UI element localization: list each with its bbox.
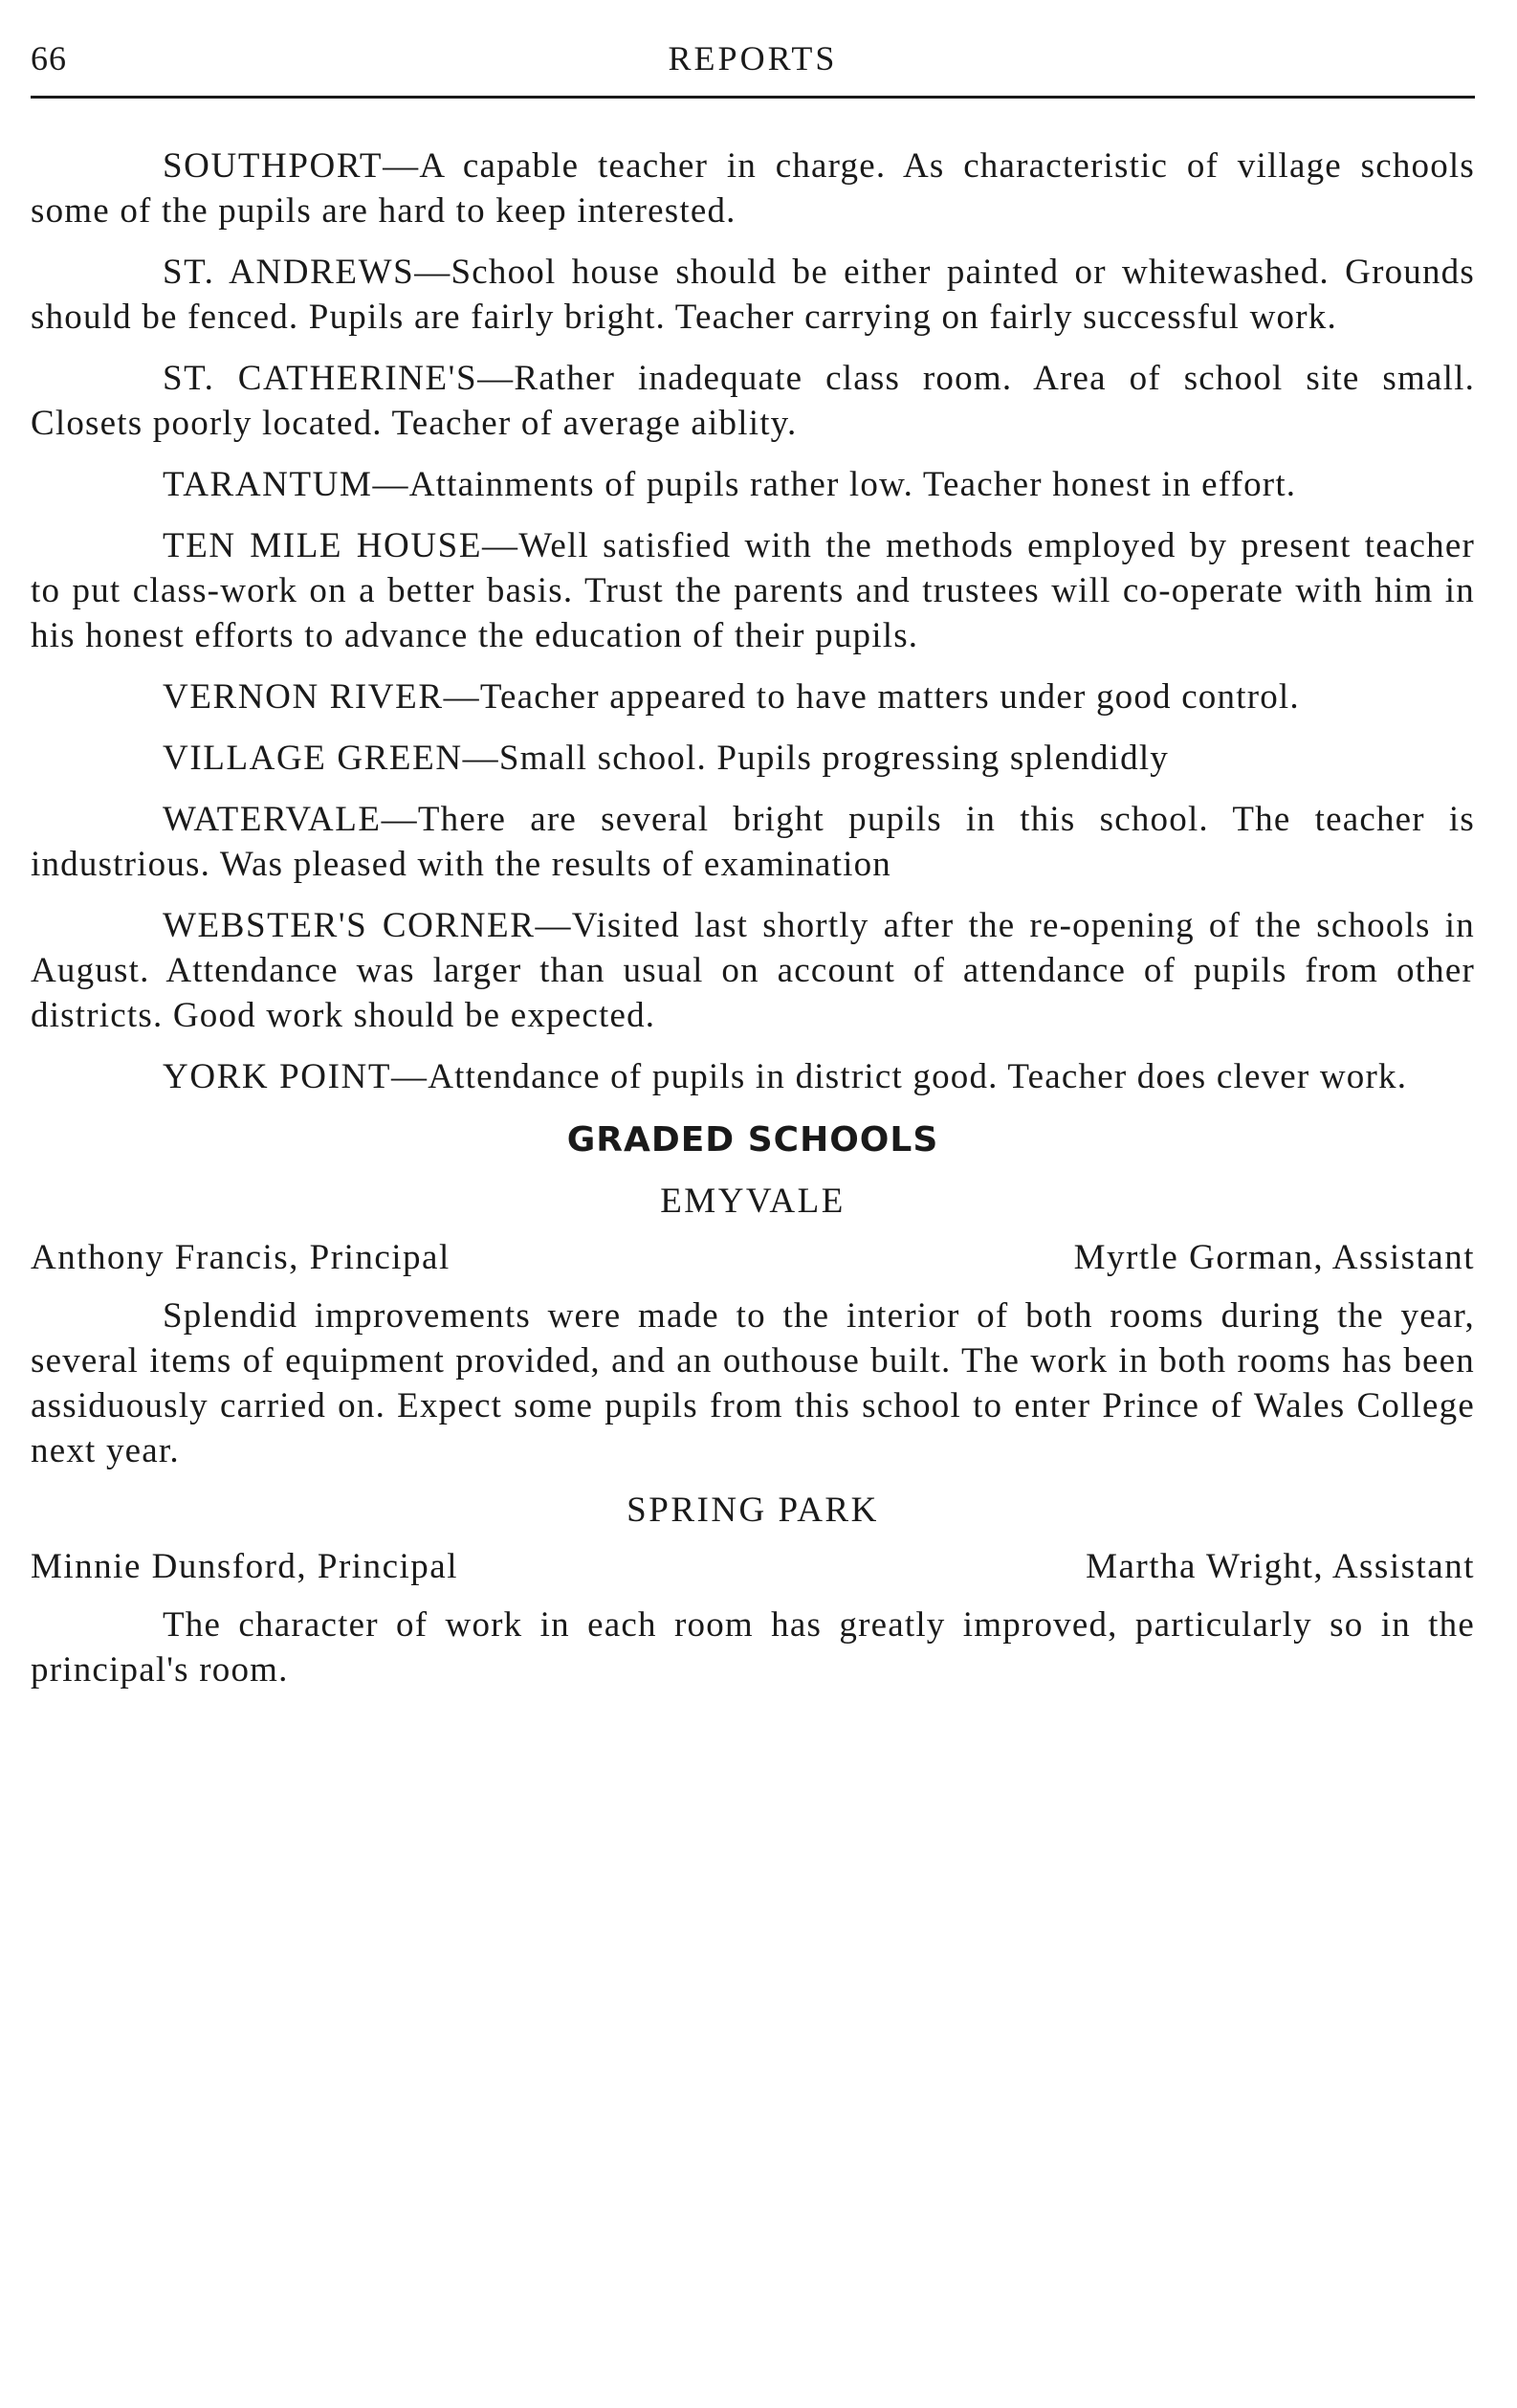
entry-place: SOUTHPORT: [163, 146, 384, 186]
entry-text: Well satisfied with the methods employed by present teacher to put class-work on a better basis. Trust the parents and trustees will co-operate with him in his honest efforts to advance the education of their pupils.: [31, 526, 1475, 655]
report-body: [31, 144, 1475, 1706]
staff-line: [31, 1544, 1475, 1589]
report-entry-village-green: VILLAGE GREEN—Small school. Pupils progressing splendidly: [163, 739, 1170, 778]
principal-name: Anthony Francis, Principal: [31, 1238, 451, 1277]
entry-place: WEBSTER'S CORNER: [163, 906, 536, 945]
school-report-text: Splendid improvements were made to the interior of both rooms during the year, several items of equipment provided, and an outhouse built. The work in both rooms has been assiduously carried on. Expect some pupils from this school to enter Prince of Wales College next year.: [31, 1296, 1475, 1470]
school-name: SPRING PARK: [627, 1491, 879, 1530]
principal-name: Minnie Dunsford, Principal: [31, 1547, 458, 1586]
entry-place: VERNON RIVER: [163, 677, 444, 717]
entry-place: YORK POINT: [163, 1057, 392, 1096]
entry-text: Attainments of pupils rather low. Teacher honest in effort.: [408, 465, 1297, 504]
report-entry-ten-mile-house: TEN MILE HOUSE—Well satisfied with the methods employed by present teacher to put class-work on a better basis. Trust the parents and trustees will co-operate with him in his honest efforts to advance the education of their pupils.: [31, 526, 1475, 655]
page-number: 66: [31, 39, 67, 77]
entry-text: School house should be either painted or whitewashed. Grounds should be fenced. Pupils are fairly bright. Teacher carrying on fairly successful work.: [31, 253, 1475, 337]
entry-place: TEN MILE HOUSE: [163, 526, 483, 565]
report-entry-york-point: YORK POINT—Attendance of pupils in district good. Teacher does clever work.: [163, 1057, 1408, 1096]
school-name: EMYVALE: [660, 1182, 846, 1221]
school-report-text: The character of work in each room has greatly improved, particularly so in the principal's room.: [31, 1605, 1475, 1690]
page-header: [31, 38, 1475, 96]
entry-text: Teacher appeared to have matters under good control.: [479, 677, 1300, 717]
entry-place: TARANTUM: [163, 465, 373, 504]
entry-place: VILLAGE GREEN: [163, 739, 463, 778]
report-entry-st-andrews: ST. ANDREWS—School house should be either painted or whitewashed. Grounds should be fenced. Pupils are fairly bright. Teacher carrying on fairly successful work.: [31, 253, 1475, 337]
section-heading: GRADED SCHOOLS: [566, 1120, 939, 1160]
entry-text: Small school. Pupils progressing splendidly: [498, 739, 1170, 778]
entry-place: ST. CATHERINE'S: [163, 359, 478, 398]
report-entry-st-catherines: ST. CATHERINE'S—Rather inadequate class room. Area of school site small. Closets poorly located. Teacher of average aiblity.: [31, 359, 1476, 443]
entry-text: Rather inadequate class room. Area of school site small. Closets poorly located. Teacher of average aiblity.: [31, 359, 1476, 443]
entry-text: Visited last shortly after the re-opening of the schools in August. Attendance was larger than usual on account of attendance of pupils from other districts. Good work should be expected.: [31, 906, 1475, 1035]
assistant-name: Martha Wright, Assistant: [1086, 1547, 1475, 1586]
entry-text: A capable teacher in charge. As characteristic of village schools some of the pupils are hard to keep interested.: [31, 146, 1475, 231]
entry-place: WATERVALE: [163, 800, 382, 839]
report-entry-tarantum: TARANTUM—Attainments of pupils rather low. Teacher honest in effort.: [163, 465, 1297, 504]
assistant-name: Myrtle Gorman, Assistant: [1073, 1238, 1475, 1277]
entry-text: Attendance of pupils in district good. Teacher does clever work.: [428, 1057, 1408, 1096]
staff-line: [31, 1235, 1475, 1280]
report-entry-vernon-river: VERNON RIVER—Teacher appeared to have matters under good control.: [163, 677, 1300, 717]
report-entry-watervale: WATERVALE—There are several bright pupils in this school. The teacher is industrious. Was pleased with the results of examination: [31, 800, 1475, 884]
running-head: REPORTS: [668, 39, 838, 77]
entry-text: There are several bright pupils in this school. The teacher is industrious. Was pleased with the results of examination: [31, 800, 1475, 884]
header-rule: [31, 96, 1475, 99]
entry-place: ST. ANDREWS: [163, 253, 415, 292]
report-entry-southport: SOUTHPORT—A capable teacher in charge. As characteristic of village schools some of the pupils are hard to keep interested.: [31, 146, 1475, 231]
report-entry-websters-corner: WEBSTER'S CORNER—Visited last shortly after the re-opening of the schools in August. Attendance was larger than usual on account of attendance of pupils from other districts. Good work should be expected.: [31, 906, 1475, 1035]
